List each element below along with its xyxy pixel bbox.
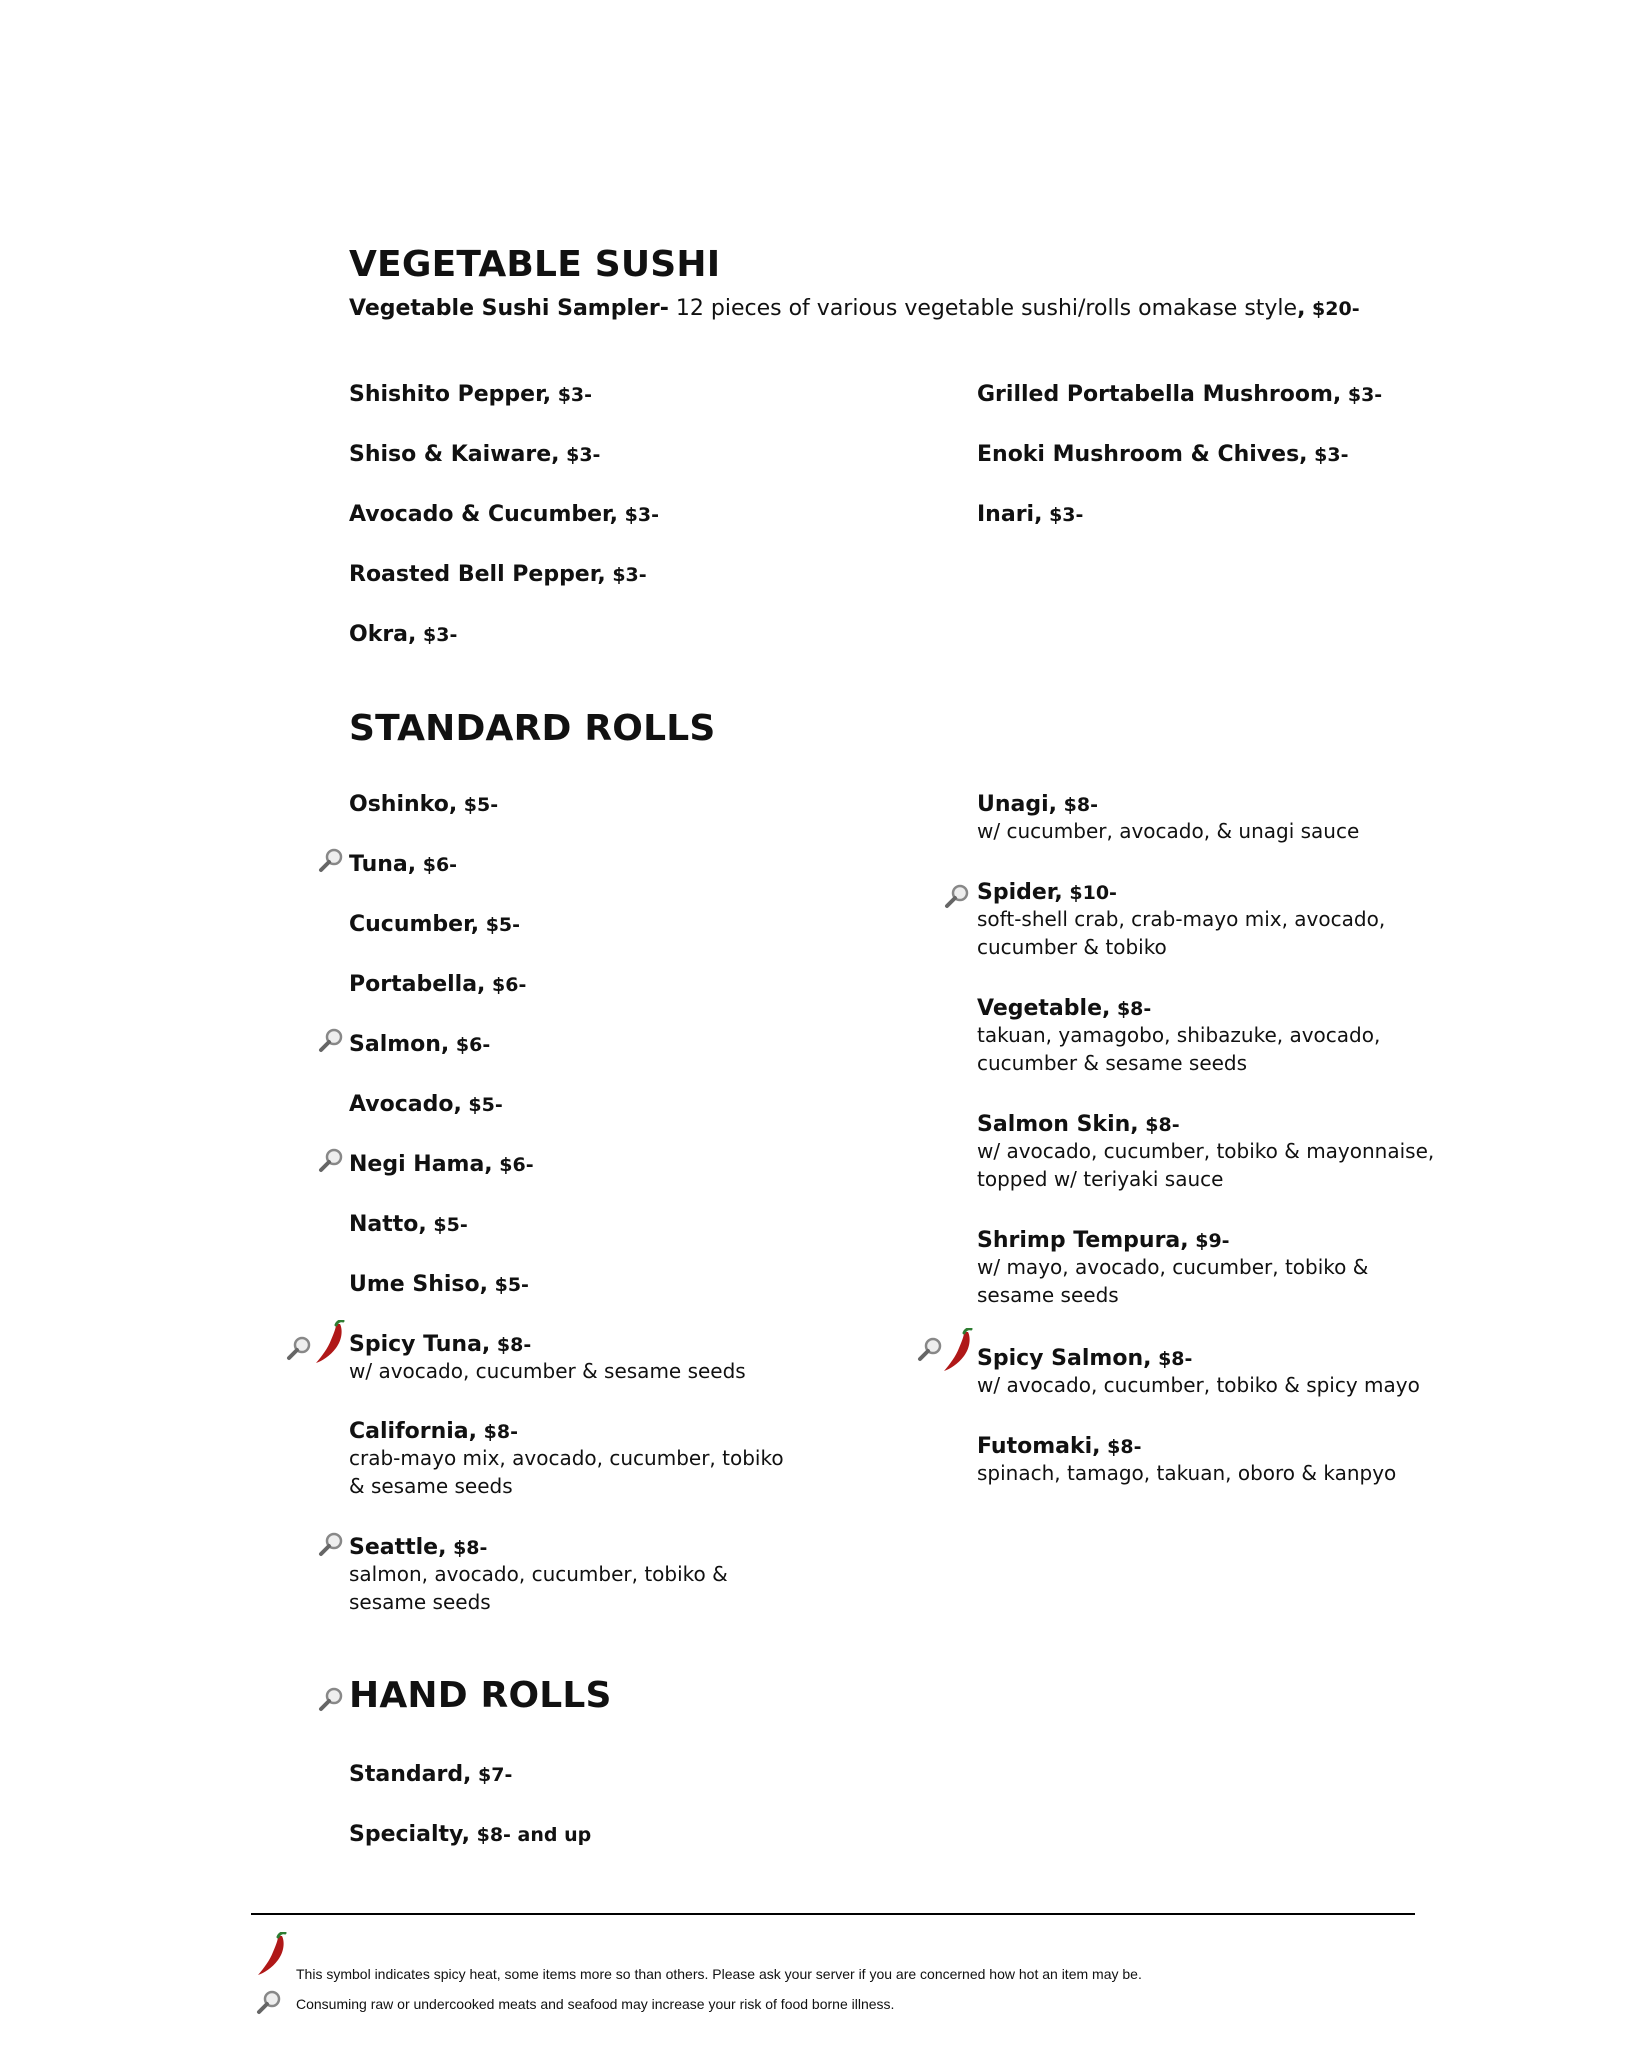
item-name: Roasted Bell Pepper, bbox=[349, 562, 606, 587]
item-name: Portabella, bbox=[349, 972, 486, 997]
item-name: Spicy Salmon, bbox=[977, 1346, 1152, 1371]
item-price: $6- bbox=[416, 854, 458, 876]
item-price: $5- bbox=[479, 914, 521, 936]
vegetable-sushi-sampler bbox=[349, 296, 1360, 321]
menu-item bbox=[349, 1822, 591, 1847]
spicy-legend: This symbol indicates spicy heat, some items more so than others. Please ask your server if you are concerned how hot an item may be. bbox=[296, 1966, 1142, 1982]
item-name: Avocado, bbox=[349, 1092, 462, 1117]
item-name: Spicy Tuna, bbox=[349, 1332, 491, 1357]
menu-item bbox=[977, 442, 1348, 467]
item-price: $8- bbox=[477, 1421, 518, 1443]
chili-pepper-icon bbox=[940, 1328, 976, 1374]
magnifier-icon bbox=[318, 1531, 344, 1557]
item-price: $5- bbox=[487, 1274, 529, 1296]
item-price: $6- bbox=[485, 974, 527, 996]
item-description: w/ avocado, cucumber & sesame seeds bbox=[349, 1359, 746, 1383]
chili-pepper-icon bbox=[254, 1932, 290, 1978]
item-price: $3- bbox=[1307, 444, 1349, 466]
menu-item bbox=[977, 502, 1083, 527]
menu-item bbox=[977, 1434, 1437, 1487]
chili-pepper-icon bbox=[312, 1320, 348, 1366]
magnifier-icon bbox=[318, 1686, 344, 1712]
magnifier-icon bbox=[318, 847, 344, 873]
menu-item bbox=[349, 1332, 809, 1385]
item-price: $8- bbox=[490, 1334, 532, 1356]
menu-item bbox=[349, 502, 659, 527]
item-price: $8- bbox=[1151, 1348, 1193, 1370]
item-name: Ume Shiso, bbox=[349, 1272, 488, 1297]
menu-item bbox=[349, 1092, 503, 1117]
item-description: salmon, avocado, cucumber, tobiko & sesame seeds bbox=[349, 1562, 728, 1614]
menu-item bbox=[349, 1762, 512, 1787]
item-name: Enoki Mushroom & Chives, bbox=[977, 442, 1308, 467]
item-name: Oshinko, bbox=[349, 792, 458, 817]
item-price: $3- bbox=[559, 444, 601, 466]
item-name: Unagi, bbox=[977, 792, 1058, 817]
item-price: $9- bbox=[1188, 1230, 1230, 1252]
magnifier-icon bbox=[944, 883, 970, 909]
item-price: $5- bbox=[457, 794, 499, 816]
item-price: $3- bbox=[1042, 504, 1084, 526]
item-name: Negi Hama, bbox=[349, 1152, 493, 1177]
item-price: $7- bbox=[471, 1764, 513, 1786]
menu-item bbox=[349, 382, 592, 407]
item-name: Seattle, bbox=[349, 1535, 447, 1560]
item-price: $8- bbox=[446, 1537, 488, 1559]
item-name: Natto, bbox=[349, 1212, 427, 1237]
item-name: Okra, bbox=[349, 622, 417, 647]
hand-rolls-heading: HAND ROLLS bbox=[349, 1675, 612, 1716]
menu-item bbox=[977, 792, 1437, 845]
item-name: Shrimp Tempura, bbox=[977, 1228, 1189, 1253]
menu-item bbox=[977, 880, 1397, 961]
vegetable-sushi-heading: VEGETABLE SUSHI bbox=[349, 244, 721, 285]
sampler-comma: , bbox=[1297, 296, 1306, 321]
item-name: Standard, bbox=[349, 1762, 472, 1787]
magnifier-icon bbox=[318, 1027, 344, 1053]
raw-food-warning: Consuming raw or undercooked meats and seafood may increase your risk of food borne illness. bbox=[296, 1996, 895, 2012]
item-name: Spider, bbox=[977, 880, 1063, 905]
item-price: $8- bbox=[1110, 998, 1152, 1020]
item-description: w/ mayo, avocado, cucumber, tobiko & sesame seeds bbox=[977, 1255, 1369, 1307]
item-name: Inari, bbox=[977, 502, 1043, 527]
item-price: $10- bbox=[1062, 882, 1117, 904]
item-price: $6- bbox=[492, 1154, 534, 1176]
menu-item bbox=[977, 1228, 1437, 1309]
item-price: $8- bbox=[1057, 794, 1098, 816]
item-price: $5- bbox=[426, 1214, 468, 1236]
magnifier-icon bbox=[286, 1335, 312, 1361]
sampler-name: Vegetable Sushi Sampler- bbox=[349, 296, 669, 321]
item-price: $3- bbox=[618, 504, 659, 526]
menu-item bbox=[349, 1535, 789, 1616]
item-name: Tuna, bbox=[349, 852, 417, 877]
item-name: Specialty, bbox=[349, 1822, 470, 1847]
item-price: $3- bbox=[605, 564, 647, 586]
item-name: Salmon Skin, bbox=[977, 1112, 1139, 1137]
item-name: Vegetable, bbox=[977, 996, 1111, 1021]
menu-item bbox=[349, 442, 600, 467]
item-name: Shishito Pepper, bbox=[349, 382, 552, 407]
magnifier-icon bbox=[318, 1147, 344, 1173]
menu-item bbox=[977, 1112, 1437, 1193]
item-name: California, bbox=[349, 1419, 478, 1444]
item-price: $8- and up bbox=[470, 1824, 592, 1846]
menu-item bbox=[977, 382, 1382, 407]
item-name: Salmon, bbox=[349, 1032, 450, 1057]
item-name: Cucumber, bbox=[349, 912, 480, 937]
item-description: w/ cucumber, avocado, & unagi sauce bbox=[977, 819, 1360, 843]
item-name: Shiso & Kaiware, bbox=[349, 442, 560, 467]
item-description: soft-shell crab, crab-mayo mix, avocado, cucumber & tobiko bbox=[977, 907, 1386, 959]
item-description: w/ avocado, cucumber, tobiko & spicy mayo bbox=[977, 1373, 1420, 1397]
menu-item bbox=[349, 1152, 534, 1177]
menu-item bbox=[349, 792, 498, 817]
menu-item bbox=[349, 622, 457, 647]
item-name: Avocado & Cucumber, bbox=[349, 502, 619, 527]
item-name: Futomaki, bbox=[977, 1434, 1101, 1459]
item-price: $6- bbox=[449, 1034, 491, 1056]
item-description: spinach, tamago, takuan, oboro & kanpyo bbox=[977, 1461, 1397, 1485]
magnifier-icon bbox=[256, 1989, 282, 2015]
sampler-price: $20- bbox=[1305, 298, 1360, 320]
menu-item bbox=[349, 972, 526, 997]
menu-item bbox=[349, 852, 457, 877]
item-description: takuan, yamagobo, shibazuke, avocado, cucumber & sesame seeds bbox=[977, 1023, 1381, 1075]
menu-item bbox=[349, 562, 647, 587]
item-price: $3- bbox=[416, 624, 458, 646]
sampler-desc: 12 pieces of various vegetable sushi/rolls omakase style bbox=[668, 296, 1298, 321]
item-description: w/ avocado, cucumber, tobiko & mayonnaise, topped w/ teriyaki sauce bbox=[977, 1139, 1435, 1191]
item-description: crab-mayo mix, avocado, cucumber, tobiko & sesame seeds bbox=[349, 1446, 784, 1498]
standard-rolls-heading: STANDARD ROLLS bbox=[349, 708, 716, 749]
menu-item bbox=[349, 912, 520, 937]
item-price: $8- bbox=[1138, 1114, 1180, 1136]
menu-item bbox=[349, 1212, 468, 1237]
item-price: $3- bbox=[551, 384, 593, 406]
footer-divider bbox=[251, 1913, 1415, 1915]
item-price: $5- bbox=[461, 1094, 503, 1116]
item-price: $8- bbox=[1100, 1436, 1142, 1458]
menu-item bbox=[349, 1032, 490, 1057]
item-name: Grilled Portabella Mushroom, bbox=[977, 382, 1342, 407]
menu-item bbox=[349, 1419, 789, 1500]
item-price: $3- bbox=[1341, 384, 1383, 406]
menu-item bbox=[349, 1272, 529, 1297]
menu-item bbox=[977, 996, 1397, 1077]
menu-item bbox=[977, 1346, 1437, 1399]
